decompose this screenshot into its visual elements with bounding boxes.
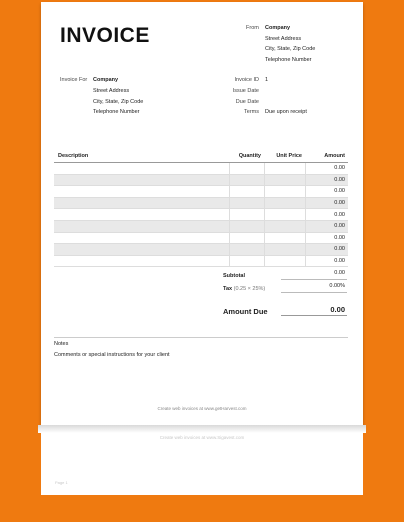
client-street: Street Address bbox=[93, 88, 130, 94]
amount-cell: 0.00 bbox=[305, 232, 348, 244]
table-row bbox=[54, 255, 348, 267]
amount-due-value: 0.00 bbox=[330, 305, 345, 314]
invoice-id-value: 1 bbox=[265, 77, 269, 83]
amount-cell: 0.00 bbox=[305, 220, 348, 232]
amount-cell: 0.00 bbox=[305, 186, 348, 198]
issue-date-label: Issue Date bbox=[232, 88, 259, 94]
footer-text: Create web invoices at www.getHarvest.com bbox=[157, 406, 247, 411]
table-row bbox=[54, 186, 348, 198]
column-header-quantity: Quantity bbox=[229, 149, 264, 163]
table-row bbox=[54, 209, 348, 221]
invoice-title: INVOICE bbox=[60, 24, 150, 47]
table-row bbox=[54, 174, 348, 186]
amount-due-label: Amount Due bbox=[223, 307, 268, 316]
tax-label: Tax bbox=[223, 286, 233, 292]
notes-divider bbox=[54, 337, 348, 338]
notes-label: Notes bbox=[54, 341, 69, 347]
second-page-fragment bbox=[41, 433, 363, 495]
terms-label: Terms bbox=[244, 109, 259, 115]
table-row bbox=[54, 197, 348, 209]
tax-value: 0.00% bbox=[329, 283, 345, 289]
subtotal-value: 0.00 bbox=[334, 270, 345, 276]
terms-value: Due upon receipt bbox=[265, 109, 307, 115]
footer-text-faint: Create web invoices at www.Sigavest.com bbox=[159, 435, 245, 440]
from-phone: Telephone Number bbox=[265, 57, 312, 63]
invoice-page bbox=[41, 2, 363, 427]
amount-cell: 0.00 bbox=[305, 244, 348, 256]
notes-text: Comments or special instructions for your client bbox=[54, 352, 170, 358]
column-header-description: Description bbox=[54, 149, 229, 163]
amount-cell: 0.00 bbox=[305, 255, 348, 267]
client-city: City, State, Zip Code bbox=[93, 99, 144, 105]
column-header-amount: Amount bbox=[305, 149, 348, 163]
page-shadow bbox=[38, 425, 366, 433]
from-company: Company bbox=[265, 25, 291, 31]
due-date-label: Due Date bbox=[235, 99, 259, 105]
subtotal-rule bbox=[281, 279, 347, 280]
amount-cell: 0.00 bbox=[305, 163, 348, 175]
client-phone: Telephone Number bbox=[93, 109, 140, 115]
from-label: From bbox=[246, 25, 259, 31]
subtotal-label: Subtotal bbox=[223, 273, 245, 279]
invoice-for-label: Invoice For bbox=[60, 77, 88, 83]
amount-due-rule bbox=[281, 315, 347, 316]
tax-detail: (0.25 × 25%) bbox=[233, 286, 266, 292]
from-street: Street Address bbox=[265, 36, 302, 42]
table-row bbox=[54, 220, 348, 232]
from-city: City, State, Zip Code bbox=[265, 46, 316, 52]
table-row bbox=[54, 244, 348, 256]
amount-cell: 0.00 bbox=[305, 209, 348, 221]
page-number: Page 1 bbox=[55, 480, 68, 485]
amount-cell: 0.00 bbox=[305, 174, 348, 186]
column-header-unit-price: Unit Price bbox=[264, 149, 305, 163]
client-company: Company bbox=[93, 77, 119, 83]
table-row bbox=[54, 232, 348, 244]
invoice-id-label: Invoice ID bbox=[234, 77, 259, 83]
amount-cell: 0.00 bbox=[305, 197, 348, 209]
tax-rule bbox=[281, 292, 347, 293]
tax-row bbox=[223, 287, 265, 293]
line-items-table bbox=[54, 149, 348, 267]
table-row bbox=[54, 163, 348, 175]
